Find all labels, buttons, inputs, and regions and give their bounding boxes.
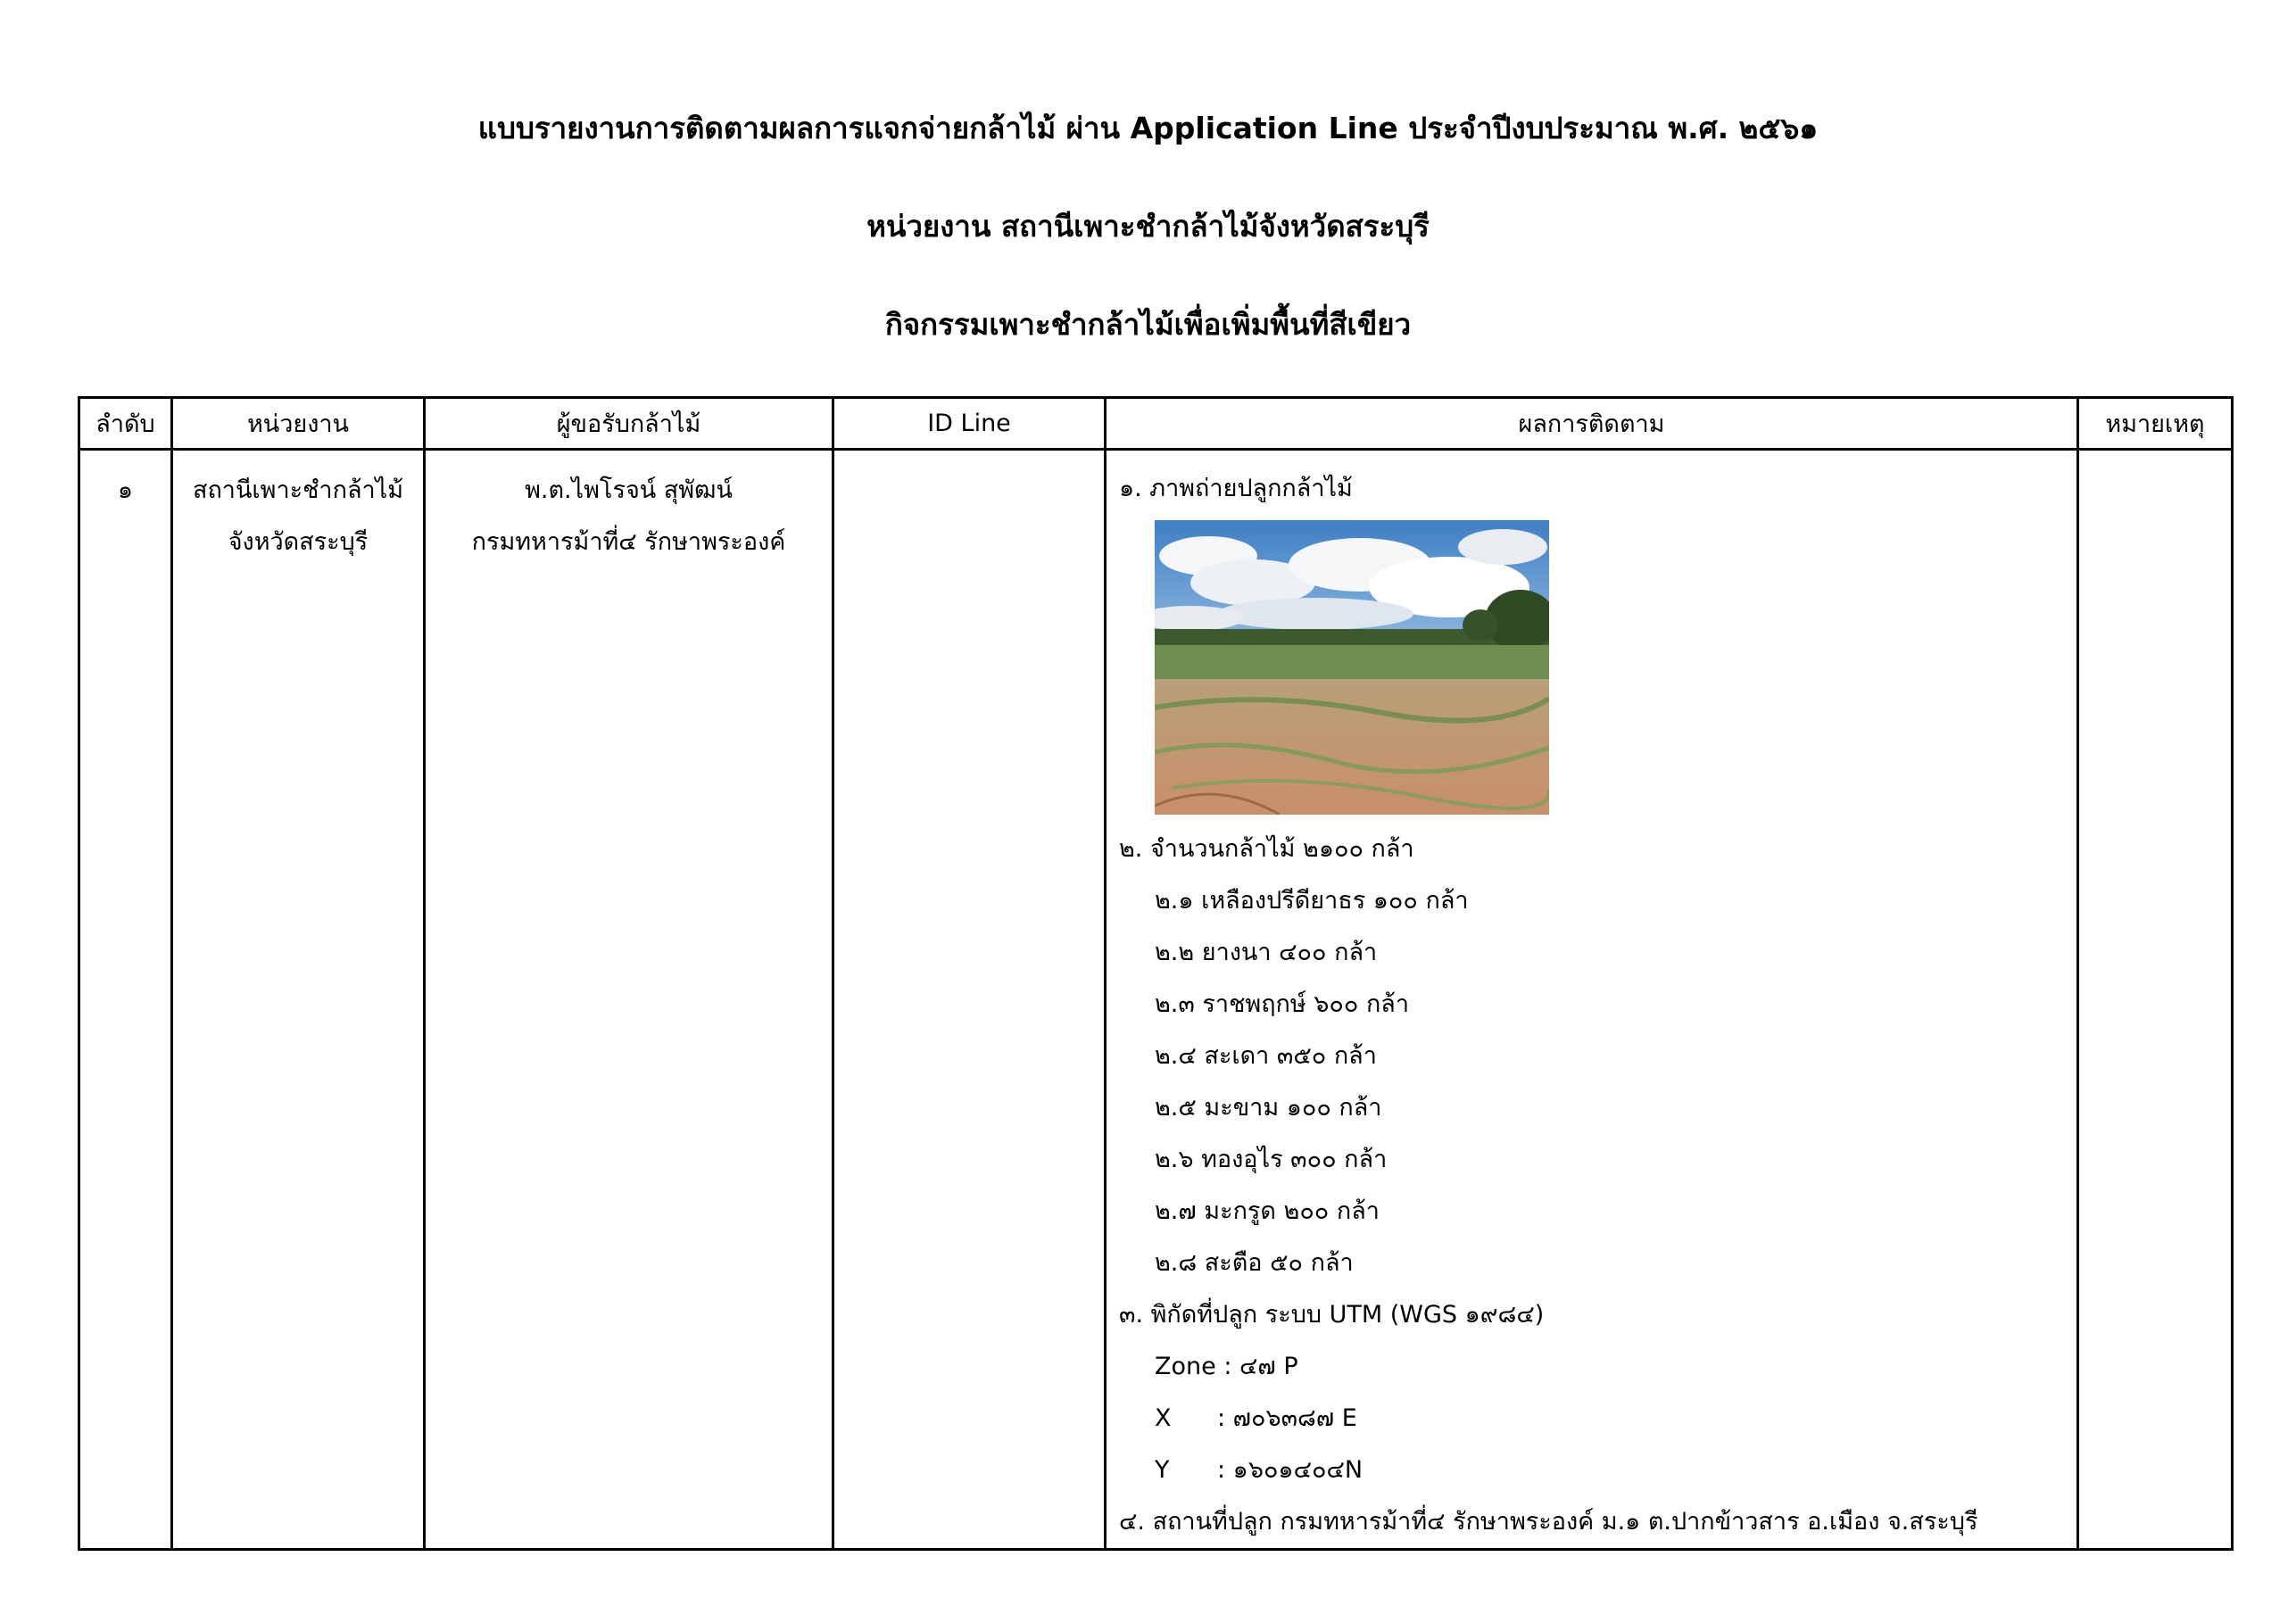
- utm-x: [1119, 1393, 2076, 1445]
- utm-y-value: : ๑๖๐๑๔๐๔N: [1217, 1456, 1364, 1484]
- photo-heading: ๑. ภาพถ่ายปลูกกล้าไม้: [1119, 475, 1353, 502]
- seedling-item: ๒.๖ ทองอุไร ๓๐๐ กล้า: [1155, 1146, 1388, 1173]
- column-header-id-line: ID Line: [833, 398, 1106, 450]
- row-agency-line-1: สถานีเพาะชำกล้าไม้: [192, 476, 404, 504]
- activity-title: กิจกรรมเพาะชำกล้าไม้เพื่อเพิ่มพื้นที่สีเขียว: [884, 307, 1412, 342]
- utm-x-label: X: [1155, 1404, 1172, 1432]
- table-row: [79, 450, 2233, 1550]
- agency-title: หน่วยงาน สถานีเพาะชำกล้าไม้จังหวัดสระบุรี: [866, 209, 1430, 244]
- row-agency-line-2: จังหวัดสระบุรี: [228, 528, 369, 556]
- seedling-item: ๒.๗ มะกรูด ๒๐๐ กล้า: [1155, 1197, 1380, 1225]
- row-agency-cell: [172, 450, 425, 1550]
- row-recipient-cell: [425, 450, 833, 1550]
- utm-y-label: Y: [1155, 1456, 1170, 1484]
- row-no: ๑: [117, 476, 134, 504]
- planting-location: ๔. สถานที่ปลูก กรมทหารม้าที่๔ รักษาพระองค์ ม.๑ ต.ปากข้าวสาร อ.เมือง จ.สระบุรี: [1119, 1508, 1978, 1536]
- seedlings-heading: ๒. จำนวนกล้าไม้ ๒๑๐๐ กล้า: [1119, 835, 1414, 863]
- seedling-item: ๒.๓ ราชพฤกษ์ ๖๐๐ กล้า: [1155, 990, 1410, 1018]
- column-header-results: ผลการติดตาม: [1106, 398, 2078, 450]
- column-header-agency: หน่วยงาน: [172, 398, 425, 450]
- seedling-item: ๒.๘ สะตือ ๕๐ กล้า: [1155, 1249, 1354, 1277]
- seedling-item: ๒.๑ เหลืองปรีดียาธร ๑๐๐ กล้า: [1155, 887, 1469, 915]
- row-recipient-line-1: พ.ต.ไพโรจน์ สุพัฒน์: [525, 476, 733, 504]
- table-header-row: [79, 398, 2233, 450]
- utm-x-value: : ๗๐๖๓๘๗ E: [1217, 1404, 1357, 1432]
- row-no-cell: [79, 450, 172, 1550]
- row-results-cell: [1106, 450, 2078, 1550]
- seedling-item: ๒.๒ ยางนา ๔๐๐ กล้า: [1155, 939, 1378, 966]
- coords-heading: ๓. พิกัดที่ปลูก ระบบ UTM (WGS ๑๙๘๔): [1119, 1301, 1545, 1329]
- row-id-line-cell: [833, 450, 1106, 1550]
- seedling-item: ๒.๕ มะขาม ๑๐๐ กล้า: [1155, 1094, 1382, 1122]
- seedling-item: ๒.๔ สะเดา ๓๕๐ กล้า: [1155, 1042, 1377, 1070]
- utm-y: [1119, 1445, 2076, 1496]
- report-title: แบบรายงานการติดตามผลการแจกจ่ายกล้าไม้ ผ่าน Application Line ประจำปีงบประมาณ พ.ศ. ๒๕๖๑: [477, 111, 1819, 145]
- column-header-remark: หมายเหตุ: [2078, 398, 2233, 450]
- row-remark-cell: [2078, 450, 2233, 1550]
- column-header-no: ลำดับ: [79, 398, 172, 450]
- utm-zone: Zone : ๔๗ P: [1155, 1353, 1298, 1380]
- planting-photo: [1155, 520, 1549, 815]
- report-table: [78, 396, 2234, 1551]
- row-recipient-line-2: กรมทหารม้าที่๔ รักษาพระองค์: [471, 528, 786, 556]
- column-header-recipient: ผู้ขอรับกล้าไม้: [425, 398, 833, 450]
